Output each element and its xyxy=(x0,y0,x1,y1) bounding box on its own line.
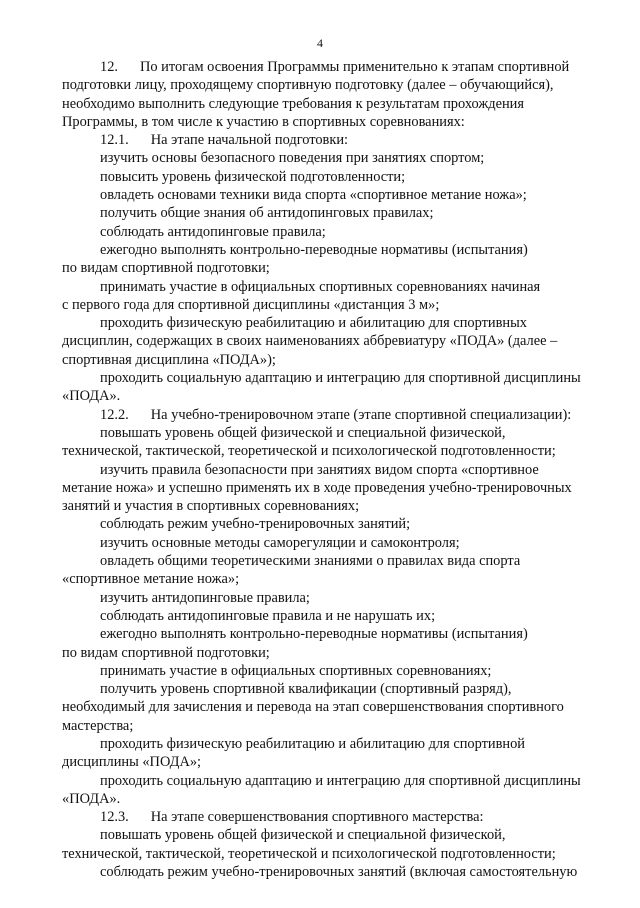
document-body xyxy=(62,58,614,881)
section-12-line-3: необходимо выполнить следующие требования к результатам прохождения xyxy=(62,95,525,112)
knowledge-paragraph-line-1: овладеть общими теоретическими знаниями о правилах вида спорта xyxy=(100,553,521,570)
competition-paragraph-line-1: принимать участие в официальных спортивных соревнованиях начиная xyxy=(100,278,541,295)
social-paragraph-line-1: проходить социальную адаптацию и интеграцию для спортивной дисциплины xyxy=(100,772,581,789)
rehab-paragraph-line-2: дисциплины «ПОДА»; xyxy=(62,754,202,771)
subsection-12-1-title: На этапе начальной подготовки: xyxy=(150,132,349,149)
list-item: получить общие знания об антидопинговых правилах; xyxy=(100,205,434,222)
qualification-paragraph-line-2: необходимый для зачисления и перевода на этап совершенствования спортивного xyxy=(62,699,564,716)
qualification-paragraph-line-3: мастерства; xyxy=(62,717,134,734)
list-item: овладеть основами техники вида спорта «спортивное метание ножа»; xyxy=(100,187,527,204)
social-paragraph-line-2: «ПОДА». xyxy=(62,790,121,807)
level-paragraph-line-1: повышать уровень общей физической и специальной физической, xyxy=(100,424,506,441)
level-paragraph-line-2: технической, тактической, теоретической и психологической подготовленности; xyxy=(62,845,556,862)
regime-paragraph: соблюдать режим учебно-тренировочных занятий; xyxy=(100,516,411,533)
social-paragraph-line-2: «ПОДА». xyxy=(62,388,121,405)
safety-paragraph-line-3: занятий и участия в спортивных соревнованиях; xyxy=(62,498,360,515)
subsection-12-3-title: На этапе совершенствования спортивного мастерства: xyxy=(150,809,484,826)
list-item: соблюдать антидопинговые правила; xyxy=(100,223,326,240)
norms-paragraph-line-1: ежегодно выполнять контрольно-переводные нормативы (испытания) xyxy=(100,626,528,643)
norms-paragraph-line-2: по видам спортивной подготовки; xyxy=(62,644,270,661)
safety-paragraph-line-2: метание ножа» и успешно применять их в ходе проведения учебно-тренировочных xyxy=(62,479,572,496)
qualification-paragraph-line-1: получить уровень спортивной квалификации (спортивный разряд), xyxy=(100,681,512,698)
level-paragraph-line-1: повышать уровень общей физической и специальной физической, xyxy=(100,827,506,844)
rehab-paragraph-line-1: проходить физическую реабилитацию и абилитацию для спортивной xyxy=(100,735,525,752)
rehab-paragraph-line-3: спортивная дисциплина «ПОДА»); xyxy=(62,351,276,368)
section-12-line-4: Программы, в том числе к участию в спортивных соревнованиях: xyxy=(62,113,465,130)
antidoping-follow-paragraph: соблюдать антидопинговые правила и не нарушать их; xyxy=(100,607,436,624)
subsection-12-2-heading xyxy=(62,406,614,424)
page-number: 4 xyxy=(317,36,323,50)
competition-paragraph-line-2: с первого года для спортивной дисциплины «дистанция 3 м»; xyxy=(62,296,440,313)
list-item: повысить уровень физической подготовленности; xyxy=(100,168,406,185)
section-12-line-1 xyxy=(62,58,614,76)
subsection-12-2-number: 12.2. xyxy=(100,406,129,423)
subsection-12-1-heading xyxy=(62,131,614,149)
regime-paragraph-line-1: соблюдать режим учебно-тренировочных занятий (включая самостоятельную xyxy=(100,864,578,881)
rehab-paragraph-line-2: дисциплин, содержащих в своих наименованиях аббревиатуру «ПОДА» (далее – xyxy=(62,333,558,350)
subsection-12-1-number: 12.1. xyxy=(100,132,129,149)
safety-paragraph-line-1: изучить правила безопасности при занятиях видом спорта «спортивное xyxy=(100,461,539,478)
norms-paragraph-line-1: ежегодно выполнять контрольно-переводные нормативы (испытания) xyxy=(100,241,528,258)
section-12-line-2: подготовки лицу, проходящему спортивную подготовку (далее – обучающийся), xyxy=(62,77,554,94)
competition-paragraph: принимать участие в официальных спортивных соревнованиях; xyxy=(100,662,492,679)
norms-paragraph-line-2: по видам спортивной подготовки; xyxy=(62,260,270,277)
subsection-12-3-heading xyxy=(62,808,614,826)
list-item: изучить основы безопасного поведения при занятиях спортом; xyxy=(100,150,485,167)
social-paragraph-line-1: проходить социальную адаптацию и интеграцию для спортивной дисциплины xyxy=(100,370,581,387)
antidoping-study-paragraph: изучить антидопинговые правила; xyxy=(100,589,310,606)
section-12-intro: По итогам освоения Программы применительно к этапам спортивной xyxy=(140,59,570,75)
rehab-paragraph-line-1: проходить физическую реабилитацию и абилитацию для спортивных xyxy=(100,315,527,332)
knowledge-paragraph-line-2: «спортивное метание ножа»; xyxy=(62,571,240,588)
subsection-12-2-title: На учебно-тренировочном этапе (этапе спортивной специализации): xyxy=(150,406,572,423)
subsection-12-3-number: 12.3. xyxy=(100,809,129,826)
level-paragraph-line-2: технической, тактической, теоретической и психологической подготовленности; xyxy=(62,443,556,460)
section-12-number: 12. xyxy=(100,59,118,75)
methods-paragraph: изучить основные методы саморегуляции и самоконтроля; xyxy=(100,534,460,551)
